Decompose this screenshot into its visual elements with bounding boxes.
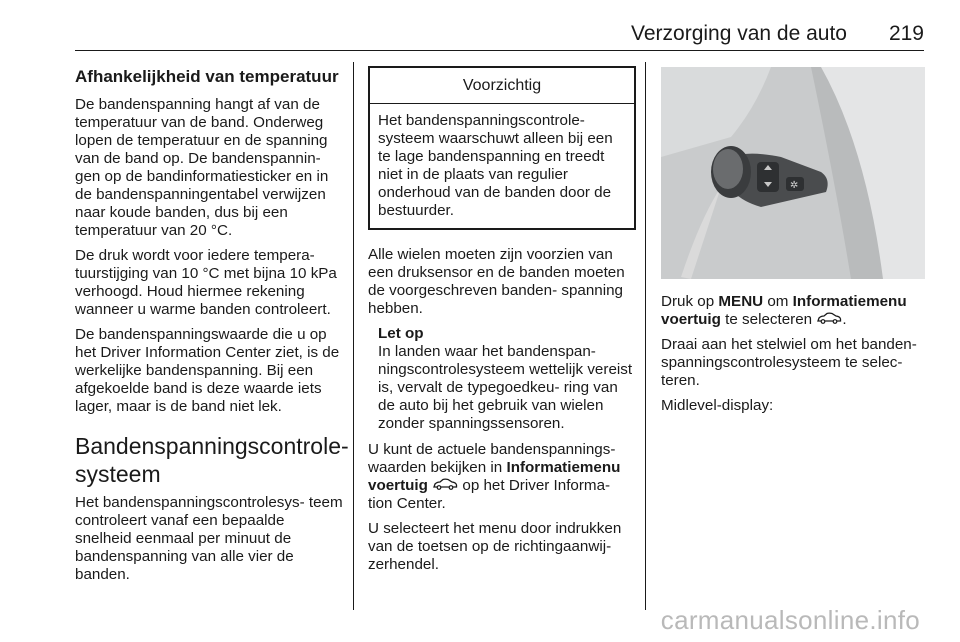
caution-body: Het bandenspanningscontrole- systeem waarschuwt alleen bij een te lage bandenspanning en treedt niet in de plaats van regulier onderhoud van de banden door de bestuurder.: [378, 112, 613, 219]
note-block: [368, 325, 636, 433]
note-body: In landen waar het bandenspan- ningscontrolesysteem wettelijk vereist is, vervalt de typegoedkeu- ring van de auto bij het gebruik van wielen zonder spanningssensoren.: [378, 343, 633, 432]
steering-stalk-photo: [661, 67, 925, 279]
menu-name: Informatiemenu voertuig: [661, 293, 907, 329]
paragraph: Draai aan het stelwiel om het banden- spanningscontrolesysteem te selec- teren.: [661, 336, 917, 390]
text-run: .: [842, 311, 847, 329]
menu-button-label: MENU: [718, 293, 764, 310]
caution-title: Voorzichtig: [370, 68, 634, 104]
text-run: op het Driver Informa- tion Center.: [368, 477, 611, 513]
watermark: carmanualsonline.info: [660, 605, 920, 635]
paragraph: De bandenspanningswaarde die u op het Driver Information Center ziet, is de werkelijke bandenspanning. Bij een afgekoelde band is deze waarde iets lager, maar is de band niet lek.: [75, 326, 340, 415]
menu-name: Informatiemenu voertuig: [368, 459, 621, 495]
note-label: Let op: [378, 325, 424, 342]
column-left: [75, 62, 349, 591]
header-rule: [75, 50, 924, 51]
paragraph: Het bandenspanningscontrolesys- teem controleert vanaf een bepaalde snelheid eenmaal per minuut de bandenspanning van alle vier de banden.: [75, 494, 343, 583]
text-run: om: [763, 293, 793, 310]
column-middle: [368, 62, 636, 581]
chapter-heading: Bandenspanningscontrole- systeem: [75, 433, 349, 487]
paragraph: U selecteert het menu door indrukken van de toetsen op de richtingaanwij- zerhendel.: [368, 520, 622, 574]
column-right: [661, 62, 925, 422]
paragraph: [368, 441, 636, 513]
column-divider: [645, 62, 646, 610]
car-icon: [432, 477, 458, 495]
column-divider: [353, 62, 354, 610]
svg-text:✲: ✲: [790, 180, 799, 191]
text-run: te selecteren: [720, 311, 817, 329]
page-number: 219: [888, 22, 924, 45]
page-header: [0, 0, 960, 56]
text-run: Druk op: [661, 293, 719, 310]
paragraph: Alle wielen moeten zijn voorzien van een druksensor en de banden moeten de voorgeschreven banden- spanning hebben.: [368, 246, 625, 317]
section-heading: Afhankelijkheid van temperatuur: [75, 67, 339, 86]
paragraph: De druk wordt voor iedere tempera- tuurstijging van 10 °C met bijna 10 kPa verhoogd. Houd hiermee rekening wanneer u warme banden controleert.: [75, 247, 337, 318]
paragraph: [661, 293, 925, 329]
header-title: Verzorging van de auto: [631, 22, 847, 45]
caution-box: [368, 66, 636, 230]
car-icon: [816, 311, 842, 329]
paragraph: Midlevel-display:: [661, 397, 774, 415]
text-run: U kunt de actuele bandenspannings- waarden bekijken in: [368, 441, 616, 476]
paragraph: De bandenspanning hangt af van de temperatuur van de band. Onderweg lopen de temperatuur en de spanning van de band op. De bandenspannin- gen op de bandinformatiesticker en in de bandenspanningentabel verwijzen naar koude banden, dus bij een temperatuur van 20 °C.: [75, 96, 329, 239]
